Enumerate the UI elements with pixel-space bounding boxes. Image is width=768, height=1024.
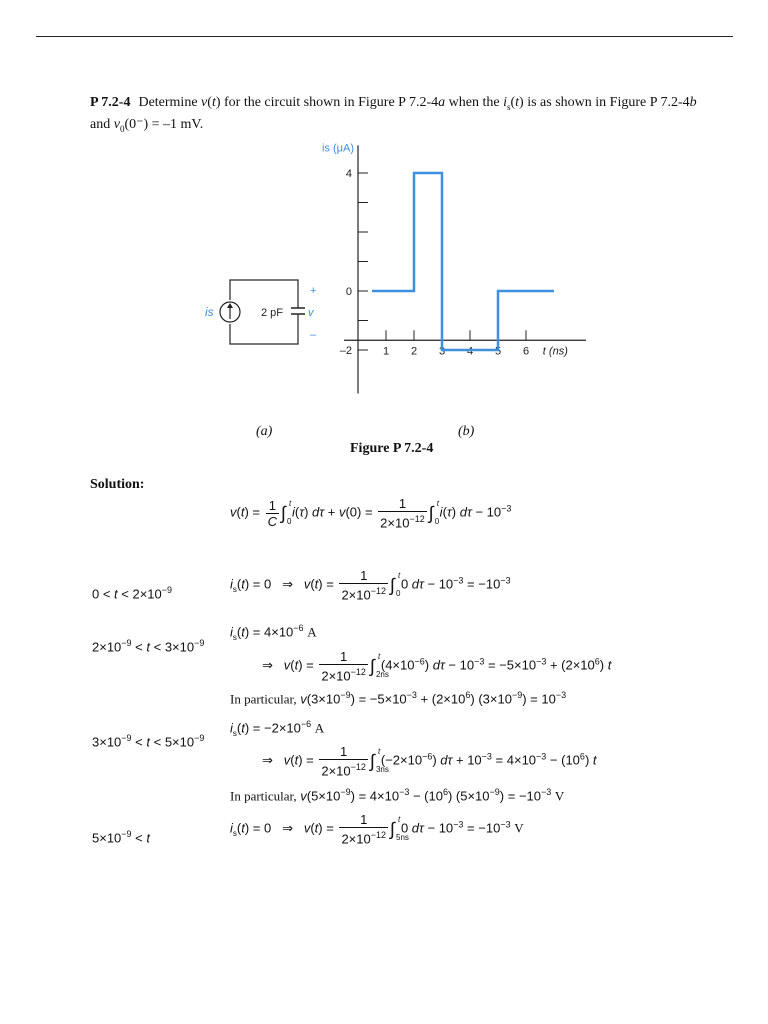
equation-interval-1: $i_s(t) = 0$ ⇒ v(t) = $\frac{1}{2\times 10^{-12}}$ ∫ t 0 0 $d\tau - 10^{-3} = -10^{-3}$	[230, 568, 511, 603]
y-tick-label: 0	[345, 286, 352, 298]
y-axis-label: is (μA)	[321, 142, 354, 155]
x-axis-label: t (ns)	[542, 345, 568, 358]
equation-interval-2: ⇒ v(t) = $\frac{1}{2\times 10^{-12}}$ ∫ t 2ns $(4\times 10^{-6}) d\tau - 10^{-3} = -5\times 10^{-3} + (2\times 10^6)$ t	[262, 649, 612, 684]
figure-caption: Figure P 7.2-4	[350, 441, 434, 456]
equation-interval-2-source: $i_s(t) = 4\times 10^{-6}$ A	[230, 623, 317, 642]
problem-text: when the	[445, 95, 504, 110]
problem-text: is as shown in Figure P 7.2-4	[523, 95, 690, 110]
x-tick-label: 2	[410, 345, 418, 358]
solution-title: Solution:	[90, 477, 145, 492]
problem-text: Determine	[138, 95, 202, 110]
interval-1: $0 < t < 2\times 10^{-9}$	[92, 585, 173, 602]
capacitor-label: 2 pF	[261, 307, 284, 319]
equation-general: v(t) = $\frac{1}{C}$ ∫ t 0 i(τ) dτ + v(0) = $\frac{1}{2\times 10^{-12}}$ ∫ t 0 i(τ) $d\tau - 10^{-3}$	[230, 496, 512, 531]
interval-3: $3\times 10^{-9} < t < 5\times 10^{-9}$	[92, 733, 205, 750]
figure-label-b: (b)	[458, 424, 475, 439]
y-tick-label: 4	[345, 168, 352, 180]
figure-label-a: (a)	[256, 424, 273, 439]
current-waveform-chart	[300, 140, 600, 410]
current-waveform-line	[372, 173, 554, 350]
y-tick-label: –2	[339, 345, 352, 357]
fig-ref-b: b	[689, 95, 697, 110]
equation-interval-3-source: $i_s(t) = -2\times 10^{-6}$ A	[230, 719, 325, 738]
particular-value-5ns: In particular, $v(5\times 10^{-9}) = 4\times 10^{-3} - (10^6) (5\times 10^{-9}) = -10^{-3}$ V	[230, 787, 565, 804]
equation-interval-3: ⇒ v(t) = $\frac{1}{2\times 10^{-12}}$ ∫ t 3ns $(-2\times 10^{-6}) d\tau + 10^{-3} = 4\times 10^{-3} - (10^6)$ t	[262, 744, 597, 779]
problem-statement: P 7.2-4 Determine v(t) for the circuit shown in Figure P 7.2-4a when the $i_s(t)$ is as shown in Figure P 7.2-4b and $v_0(0^-) = -1$ mV.	[90, 95, 697, 134]
problem-text: and	[90, 116, 114, 132]
x-tick-label: 1	[382, 345, 390, 358]
problem-number: P 7.2-4	[90, 95, 131, 110]
minus-sign: –	[310, 329, 317, 341]
equation-interval-4: $i_s(t) = 0$ ⇒ v(t) = $\frac{1}{2\times 10^{-12}}$ ∫ t 5ns 0 $d\tau - 10^{-3} = -10^{-3}$ V	[230, 812, 524, 847]
top-rule	[36, 36, 733, 37]
interval-2: $2\times 10^{-9} < t < 3\times 10^{-9}$	[92, 638, 205, 655]
x-tick-label: 6	[522, 345, 530, 358]
problem-text: (0⁻) = –1 mV.	[124, 116, 204, 132]
v-of-t: v	[201, 95, 208, 110]
interval-4: $5\times 10^{-9} < t$	[92, 829, 151, 846]
source-label: is	[205, 305, 214, 319]
fig-ref-a: a	[438, 95, 446, 110]
particular-value-3ns: In particular, $v(3\times 10^{-9}) = -5\times 10^{-3} + (2\times 10^6) (3\times 10^{-9}) = 10^{-3}$	[230, 690, 567, 707]
x-tick-label: 4	[466, 345, 474, 358]
problem-text: for the circuit shown in Figure P 7.2-4	[220, 95, 439, 110]
plus-sign: +	[310, 285, 317, 297]
voltage-label: v	[308, 307, 314, 319]
x-tick-label: 3	[438, 345, 446, 358]
x-tick-label: 5	[494, 345, 502, 358]
